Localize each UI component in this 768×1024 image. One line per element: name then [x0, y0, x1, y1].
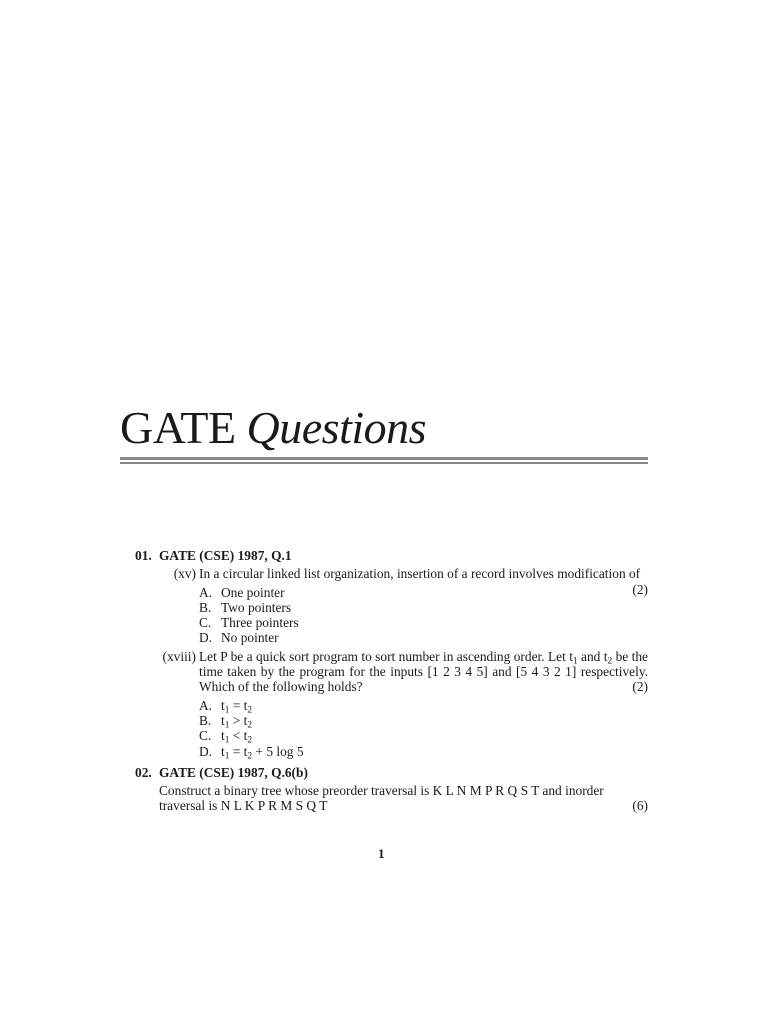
section-number: 02. — [135, 764, 152, 780]
question-text-part: Let P be a quick sort program to sort number in ascending order. Let t — [199, 648, 573, 664]
question-marks: (6) — [632, 798, 648, 814]
section-body-line — [159, 798, 648, 813]
option-letter: A. — [199, 697, 213, 713]
option-letter: D. — [199, 743, 213, 759]
question-text — [199, 649, 648, 695]
option-item — [199, 728, 648, 746]
option-text: Two pointers — [221, 599, 292, 615]
question-xviii — [120, 649, 648, 695]
subscript: 1 — [572, 656, 578, 667]
option-item — [199, 697, 648, 716]
question-marks: (2) — [632, 581, 648, 597]
section-body-line: Construct a binary tree whose preorder traversal is K L N M P R Q S T and inorder — [159, 783, 604, 799]
question-text-body: In a circular linked list organization, insertion of a record involves modification of — [199, 566, 641, 582]
section-title: GATE (CSE) 1987, Q.1 — [159, 548, 292, 563]
questions-content — [120, 548, 648, 814]
option-text: $t_1 = t_2 + 5$ log 5 — [221, 743, 304, 761]
option-text: $t_1 = t_2$ — [221, 697, 253, 716]
section-heading — [120, 548, 648, 563]
question-text-part: be the time taken by the program for the inputs [1 2 3 4 5] and [5 4 3 2 1] respectively. Which of the following holds? — [199, 648, 648, 695]
option-letter: D. — [199, 630, 213, 646]
title-word-questions: Questions — [246, 402, 427, 453]
option-item — [199, 600, 648, 615]
option-letter: C. — [199, 615, 212, 631]
page-title — [120, 398, 426, 458]
option-text: One pointer — [221, 584, 285, 600]
option-item — [199, 585, 648, 600]
option-item — [199, 744, 648, 759]
section-number: 01. — [135, 548, 152, 563]
option-text: $t_1 > t_2$ — [221, 712, 253, 731]
option-letter: C. — [199, 728, 212, 744]
option-letter: B. — [199, 599, 212, 615]
option-text: No pointer — [221, 630, 279, 646]
title-rule-bottom — [120, 462, 648, 464]
section-heading — [120, 765, 648, 780]
section-body — [120, 783, 648, 814]
title-word-gate: GATE — [120, 402, 236, 453]
question-label: (xviii) — [162, 648, 196, 664]
section-title: GATE (CSE) 1987, Q.6(b) — [159, 764, 308, 780]
options-list — [120, 585, 648, 646]
option-text: $t_1 < t_2$ — [221, 728, 253, 746]
options-list — [120, 698, 648, 759]
option-letter: A. — [199, 584, 213, 600]
subscript: 2 — [607, 656, 613, 667]
question-marks: (2) — [632, 679, 648, 695]
option-letter: B. — [199, 712, 212, 728]
section-body-text: traversal is N L K P R M S Q T — [159, 798, 328, 814]
option-item — [199, 712, 648, 731]
option-text: Three pointers — [221, 615, 299, 631]
option-item — [199, 630, 648, 645]
page-number: 1 — [378, 846, 385, 861]
question-label: (xv) — [173, 566, 196, 582]
option-item — [199, 615, 648, 630]
title-rule-top — [120, 457, 648, 460]
question-text-part: and t — [577, 648, 608, 664]
